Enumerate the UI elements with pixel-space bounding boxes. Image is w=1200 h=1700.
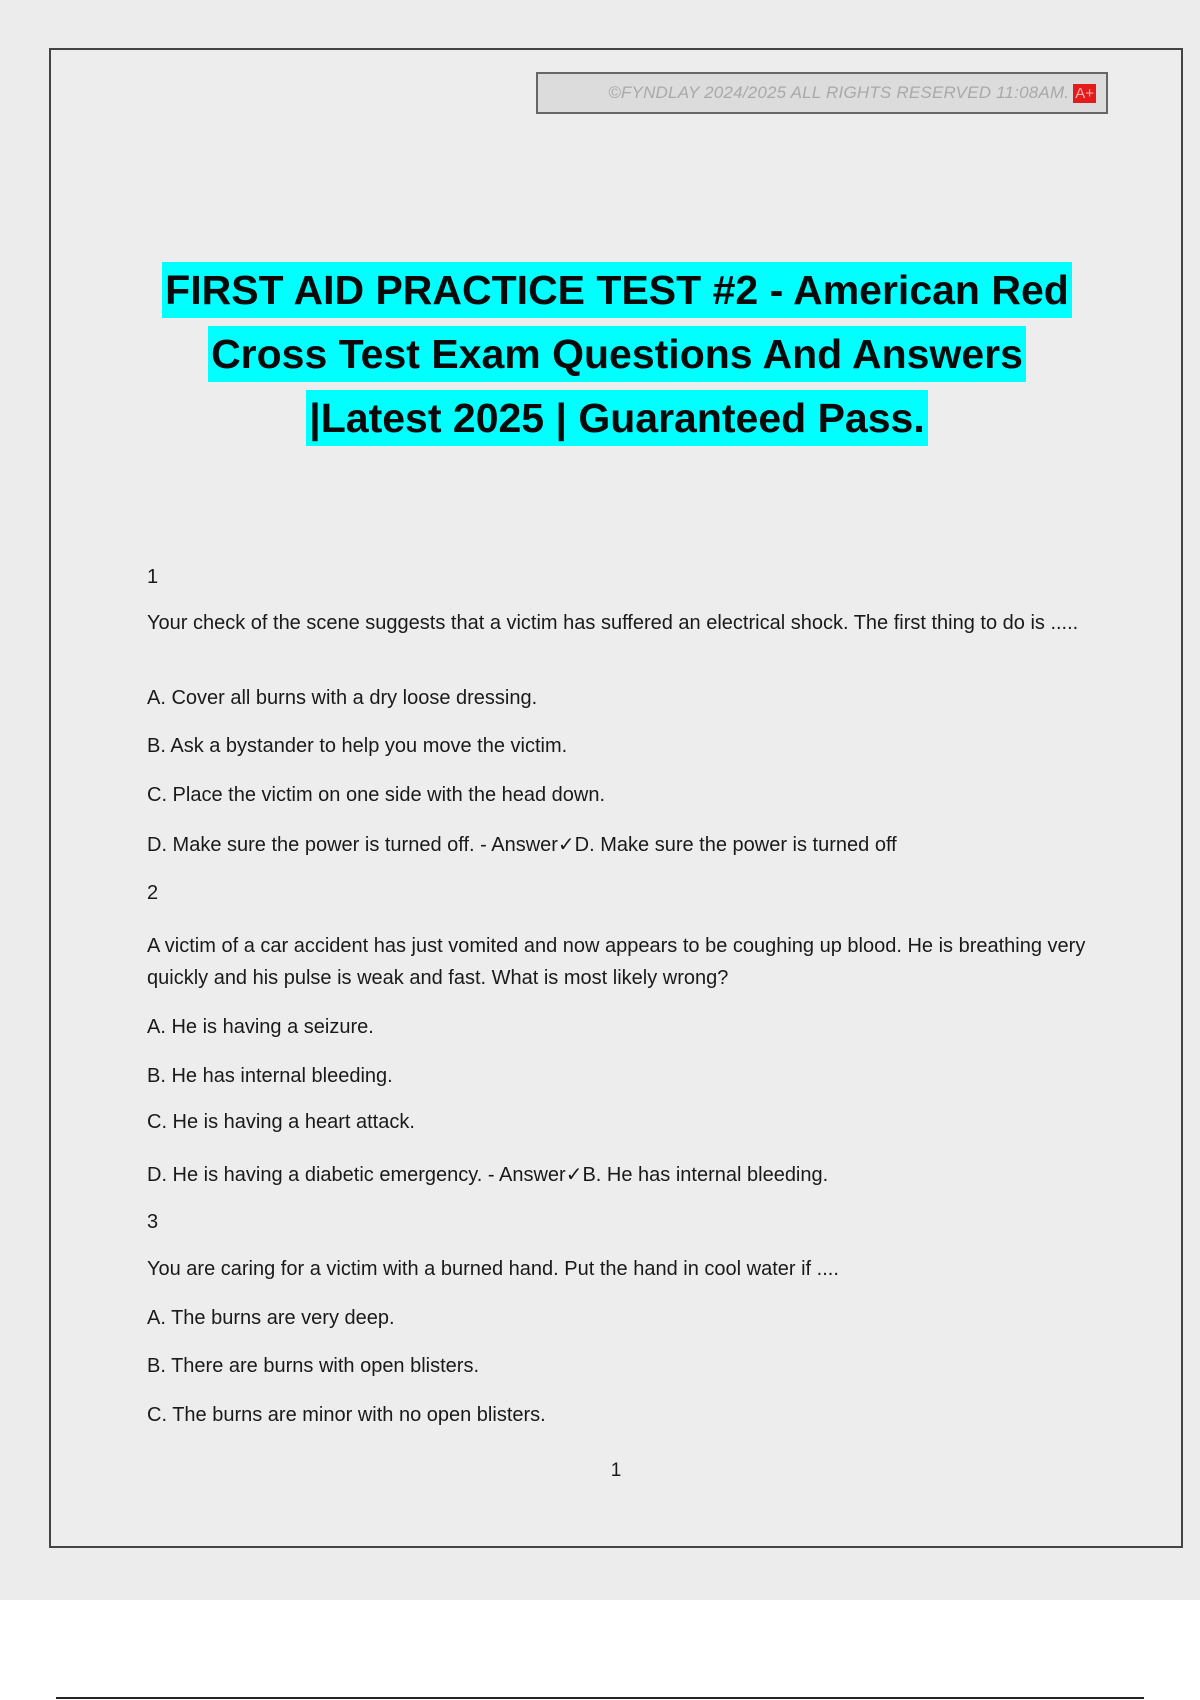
answer-option: A. He is having a seizure. [147, 1016, 374, 1038]
grade-badge: A+ [1075, 84, 1094, 102]
answer-option: D. He is having a diabetic emergency. - Answer✓B. He has internal bleeding. [147, 1164, 829, 1186]
answer-option: C. Place the victim on one side with the head down. [147, 784, 606, 806]
question-text: Your check of the scene suggests that a victim has suffered an electrical shock. The first thing to do is ..... [147, 612, 1079, 634]
answer-option: A. The burns are very deep. [147, 1307, 395, 1329]
question-number: 2 [147, 882, 159, 904]
document-title [111, 262, 1123, 454]
answer-option: B. Ask a bystander to help you move the victim. [147, 735, 568, 757]
title-line: |Latest 2025 | Guaranteed Pass. [306, 390, 927, 446]
title-line: FIRST AID PRACTICE TEST #2 - American Red [162, 262, 1072, 318]
answer-option: C. The burns are minor with no open blisters. [147, 1404, 546, 1426]
answer-option: B. There are burns with open blisters. [147, 1355, 480, 1377]
question-number: 1 [147, 566, 159, 588]
answer-option: B. He has internal bleeding. [147, 1065, 393, 1087]
copyright-header [536, 72, 1108, 114]
answer-option: A. Cover all burns with a dry loose dressing. [147, 687, 538, 709]
page-number: 1 [610, 1460, 622, 1481]
question-text: You are caring for a victim with a burned hand. Put the hand in cool water if .... [147, 1258, 839, 1280]
answer-option: D. Make sure the power is turned off. - Answer✓D. Make sure the power is turned off [147, 834, 897, 856]
question-text: A victim of a car accident has just vomited and now appears to be coughing up blood. He is breathing very quickly and his pulse is weak and fast. What is most likely wrong? [147, 935, 1086, 989]
document-page [49, 48, 1183, 1548]
copyright-text: ©FYNDLAY 2024/2025 ALL RIGHTS RESERVED 11:08AM. [608, 83, 1070, 102]
divider [56, 1697, 1144, 1699]
title-line: Cross Test Exam Questions And Answers [208, 326, 1026, 382]
answer-option: C. He is having a heart attack. [147, 1111, 415, 1133]
question-number: 3 [147, 1211, 159, 1233]
